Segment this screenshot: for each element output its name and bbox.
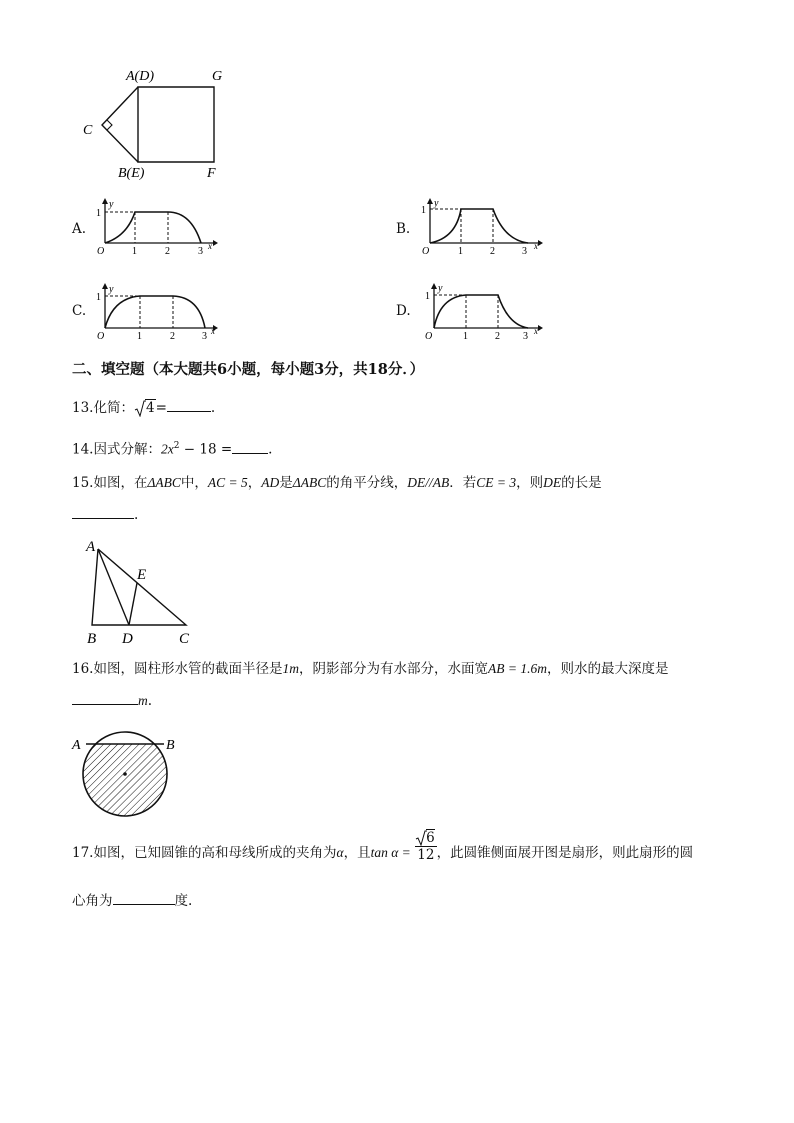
section-title: 二、填空题（本大题共6小题，每小题3分，共18分．） xyxy=(72,361,425,378)
option-b-label: B. xyxy=(396,221,411,237)
question-14: 14.因式分解：$2x^2 - 18$ = . xyxy=(72,437,272,459)
svg-text:2: 2 xyxy=(170,331,175,341)
triangle-ACB xyxy=(102,87,138,162)
svg-text:x: x xyxy=(211,326,215,336)
svg-text:O: O xyxy=(97,246,105,256)
svg-text:D: D xyxy=(122,631,133,647)
svg-text:1: 1 xyxy=(458,246,463,256)
option-c-graph xyxy=(95,283,220,341)
pipe-circle-figure xyxy=(70,728,185,820)
svg-text:C: C xyxy=(179,631,190,647)
svg-text:1: 1 xyxy=(463,331,468,341)
svg-text:B: B xyxy=(87,631,97,647)
question-16: 16.如图，圆柱形水管的截面半径是1m，阴影部分为有水部分，水面宽AB = 1.6m，则水的最大深度是 xyxy=(72,661,669,677)
svg-text:x: x xyxy=(208,241,212,251)
option-a-label: A. xyxy=(72,221,87,237)
option-d-graph xyxy=(420,283,545,341)
option-d-label: D. xyxy=(396,303,411,319)
svg-text:3: 3 xyxy=(523,331,528,341)
svg-text:A: A xyxy=(72,738,81,753)
label-B-E: B(E) xyxy=(118,166,145,181)
svg-text:O: O xyxy=(97,331,105,341)
label-F: F xyxy=(207,166,216,181)
svg-text:1: 1 xyxy=(96,292,101,303)
label-C: C xyxy=(83,123,93,138)
svg-text:2: 2 xyxy=(165,246,170,256)
svg-text:1: 1 xyxy=(96,208,101,219)
svg-text:2: 2 xyxy=(490,246,495,256)
option-b-graph xyxy=(420,198,545,256)
svg-text:1: 1 xyxy=(421,205,426,216)
square-triangle-figure xyxy=(74,62,244,186)
svg-text:1: 1 xyxy=(132,246,137,256)
question-17-answer-line: 心角为 度. xyxy=(72,890,192,910)
question-15-answer-line: . xyxy=(72,504,138,524)
question-15: 15.如图，在ΔABC中，AC = 5，AD是ΔABC的角平分线，DE//AB．若CE = 3，则DE的长是 xyxy=(72,475,602,491)
svg-text:B: B xyxy=(166,738,175,753)
answer-blank-15[interactable] xyxy=(72,504,134,519)
svg-text:3: 3 xyxy=(198,246,203,256)
tan-fraction: $\frac{6}{12}$ xyxy=(415,830,437,863)
triangle-figure xyxy=(82,535,197,647)
answer-blank-16[interactable] xyxy=(72,690,138,705)
svg-text:E: E xyxy=(137,567,147,583)
svg-text:O: O xyxy=(422,246,430,256)
answer-blank-13[interactable] xyxy=(167,397,211,412)
svg-text:y: y xyxy=(434,198,439,209)
question-17: 17.如图，已知圆锥的高和母线所成的夹角为α，且tan α = $\frac{6}{12}$ ，此圆锥侧面展开图是扇形，则此扇形的圆 xyxy=(72,830,694,863)
svg-text:1: 1 xyxy=(425,291,430,302)
option-c-label: C. xyxy=(72,303,87,319)
option-a-graph xyxy=(95,198,220,256)
svg-text:A: A xyxy=(86,539,96,555)
svg-text:3: 3 xyxy=(522,246,527,256)
svg-text:1: 1 xyxy=(137,331,142,341)
svg-text:y: y xyxy=(438,283,443,294)
sqrt-expression: 4 xyxy=(134,399,156,417)
svg-text:y: y xyxy=(109,199,114,210)
label-A-D: A(D) xyxy=(126,69,154,84)
svg-text:x: x xyxy=(534,241,538,251)
svg-text:y: y xyxy=(109,284,114,295)
label-G: G xyxy=(212,69,223,84)
answer-blank-17[interactable] xyxy=(113,890,175,905)
svg-text:2: 2 xyxy=(495,331,500,341)
right-angle-mark xyxy=(107,120,112,130)
answer-blank-14[interactable] xyxy=(232,439,268,454)
question-16-answer-line: m. xyxy=(72,690,152,710)
square-AGFB xyxy=(138,87,214,162)
svg-text:3: 3 xyxy=(202,331,207,341)
svg-text:x: x xyxy=(534,326,538,336)
question-13: 13.化简： 4= . xyxy=(72,397,215,417)
svg-text:O: O xyxy=(425,331,433,341)
